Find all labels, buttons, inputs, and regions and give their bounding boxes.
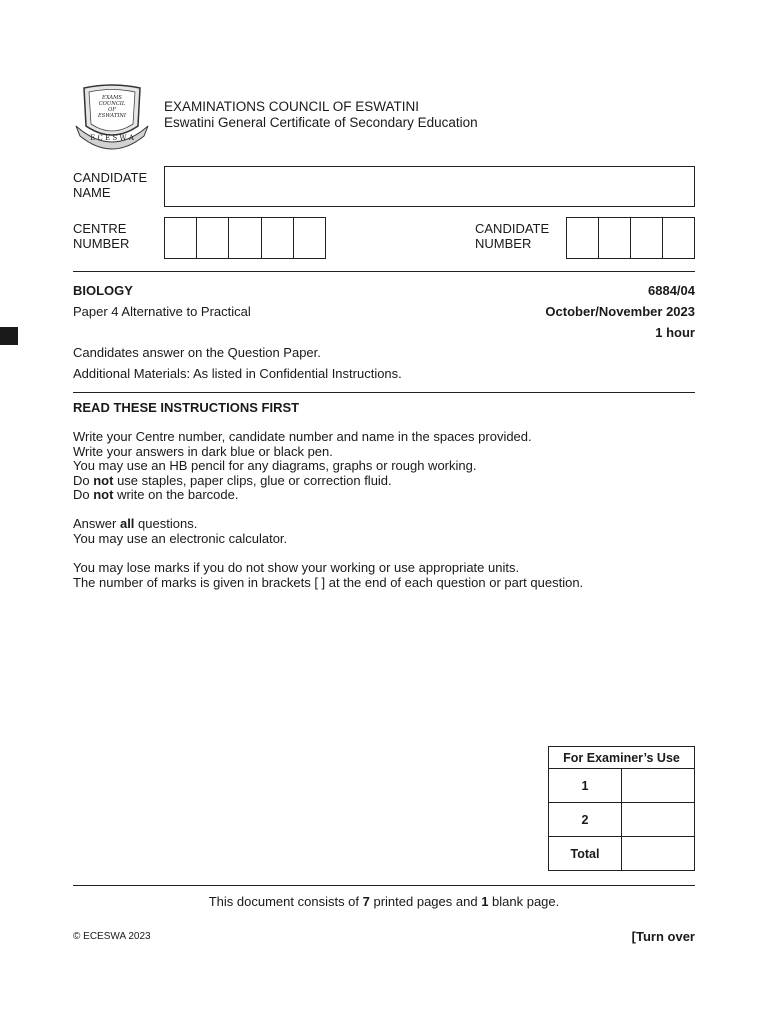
instructions-block-2	[73, 517, 287, 546]
instruction-text: write on the barcode.	[113, 487, 239, 503]
subject-title: BIOLOGY	[73, 283, 133, 298]
logo-text-1: EXAMS	[102, 95, 122, 101]
total-label: Total	[549, 837, 622, 871]
instruction-emphasis: all	[119, 516, 135, 531]
table-row	[549, 769, 695, 803]
candidate-name-field[interactable]	[164, 166, 695, 207]
certificate-title: Eswatini General Certificate of Secondary Education	[164, 115, 478, 130]
exam-duration: 1 hour	[655, 325, 695, 340]
candidate-number-label-line1: CANDIDATE	[475, 221, 550, 236]
instruction-line: You may use an electronic calculator.	[73, 530, 288, 546]
centre-number-label-line1: CENTRE	[73, 221, 127, 236]
instruction-text: questions.	[134, 516, 198, 531]
instruction-line: Write your answers in dark blue or black pen.	[73, 443, 333, 459]
examiner-use-heading: For Examiner’s Use	[549, 747, 695, 769]
footer-text: blank page.	[488, 894, 560, 909]
blank-page-count: 1	[481, 894, 489, 909]
mark-cell[interactable]	[622, 769, 695, 803]
page-edge-marker	[0, 327, 18, 345]
table-row	[549, 837, 695, 871]
logo-ribbon-text: E C E S W A	[90, 134, 134, 142]
instructions-block-1	[73, 430, 532, 503]
logo-text-4: ESWATINI	[98, 113, 126, 119]
instruction-text: use staples, paper clips, glue or correction fluid.	[113, 472, 392, 488]
candidate-name-label-line1: CANDIDATE	[73, 170, 148, 185]
exam-session: October/November 2023	[545, 304, 695, 319]
centre-number-field[interactable]	[164, 217, 326, 259]
table-row	[549, 803, 695, 837]
page-count-note	[73, 894, 695, 909]
candidate-number-label-line2: NUMBER	[475, 235, 532, 251]
candidate-digit-box[interactable]	[567, 218, 599, 258]
examiner-use-table	[548, 746, 695, 871]
divider	[73, 392, 695, 393]
additional-materials: Additional Materials: As listed in Confidential Instructions.	[73, 366, 402, 381]
candidate-number-label	[475, 222, 549, 251]
paper-title: Paper 4 Alternative to Practical	[73, 304, 251, 319]
total-mark-cell[interactable]	[622, 837, 695, 871]
footer-text: printed pages and	[369, 894, 482, 909]
paper-code: 6884/04	[648, 283, 695, 298]
instruction-text: Do	[73, 487, 94, 503]
eceswa-logo	[72, 82, 152, 154]
divider	[73, 885, 695, 886]
instruction-emphasis: not	[93, 487, 114, 503]
candidate-digit-box[interactable]	[631, 218, 663, 258]
instruction-line: You may lose marks if you do not show your working or use appropriate units.	[73, 560, 520, 575]
logo-text-2: COUNCIL	[98, 101, 126, 107]
mark-cell[interactable]	[622, 803, 695, 837]
copyright: © ECESWA 2023	[73, 931, 151, 942]
candidate-number-field[interactable]	[566, 217, 695, 259]
instruction-emphasis: not	[93, 472, 114, 488]
turn-over: [Turn over	[631, 929, 695, 944]
centre-digit-box[interactable]	[197, 218, 229, 258]
answer-on-paper-note: Candidates answer on the Question Paper.	[73, 345, 321, 360]
question-number: 1	[549, 769, 622, 803]
candidate-name-label	[73, 171, 147, 200]
instructions-heading: READ THESE INSTRUCTIONS FIRST	[73, 400, 300, 415]
centre-number-label-line2: NUMBER	[73, 235, 130, 251]
centre-digit-box[interactable]	[229, 218, 261, 258]
instructions-block-3	[73, 561, 583, 590]
instruction-line	[73, 517, 287, 532]
candidate-digit-box[interactable]	[663, 218, 694, 258]
council-title: EXAMINATIONS COUNCIL OF ESWATINI	[164, 99, 420, 114]
instruction-text: Answer	[73, 516, 120, 531]
instruction-line: Write your Centre number, candidate number and name in the spaces provided.	[73, 429, 532, 444]
logo-text-3: OF	[108, 107, 116, 113]
instruction-line	[73, 474, 532, 489]
divider	[73, 271, 695, 272]
instruction-text: Do	[73, 472, 94, 488]
footer-text: This document consists of	[208, 894, 363, 909]
centre-digit-box[interactable]	[165, 218, 197, 258]
instruction-line: You may use an HB pencil for any diagrams, graphs or rough working.	[73, 458, 477, 474]
candidate-name-label-line2: NAME	[73, 184, 111, 200]
centre-number-label	[73, 222, 129, 251]
candidate-digit-box[interactable]	[599, 218, 631, 258]
centre-digit-box[interactable]	[262, 218, 294, 258]
printed-page-count: 7	[362, 894, 370, 909]
question-number: 2	[549, 803, 622, 837]
centre-digit-box[interactable]	[294, 218, 325, 258]
crest-icon	[72, 82, 152, 154]
instruction-line	[73, 488, 532, 503]
instruction-line: The number of marks is given in brackets [ ] at the end of each question or part question.	[73, 574, 584, 590]
